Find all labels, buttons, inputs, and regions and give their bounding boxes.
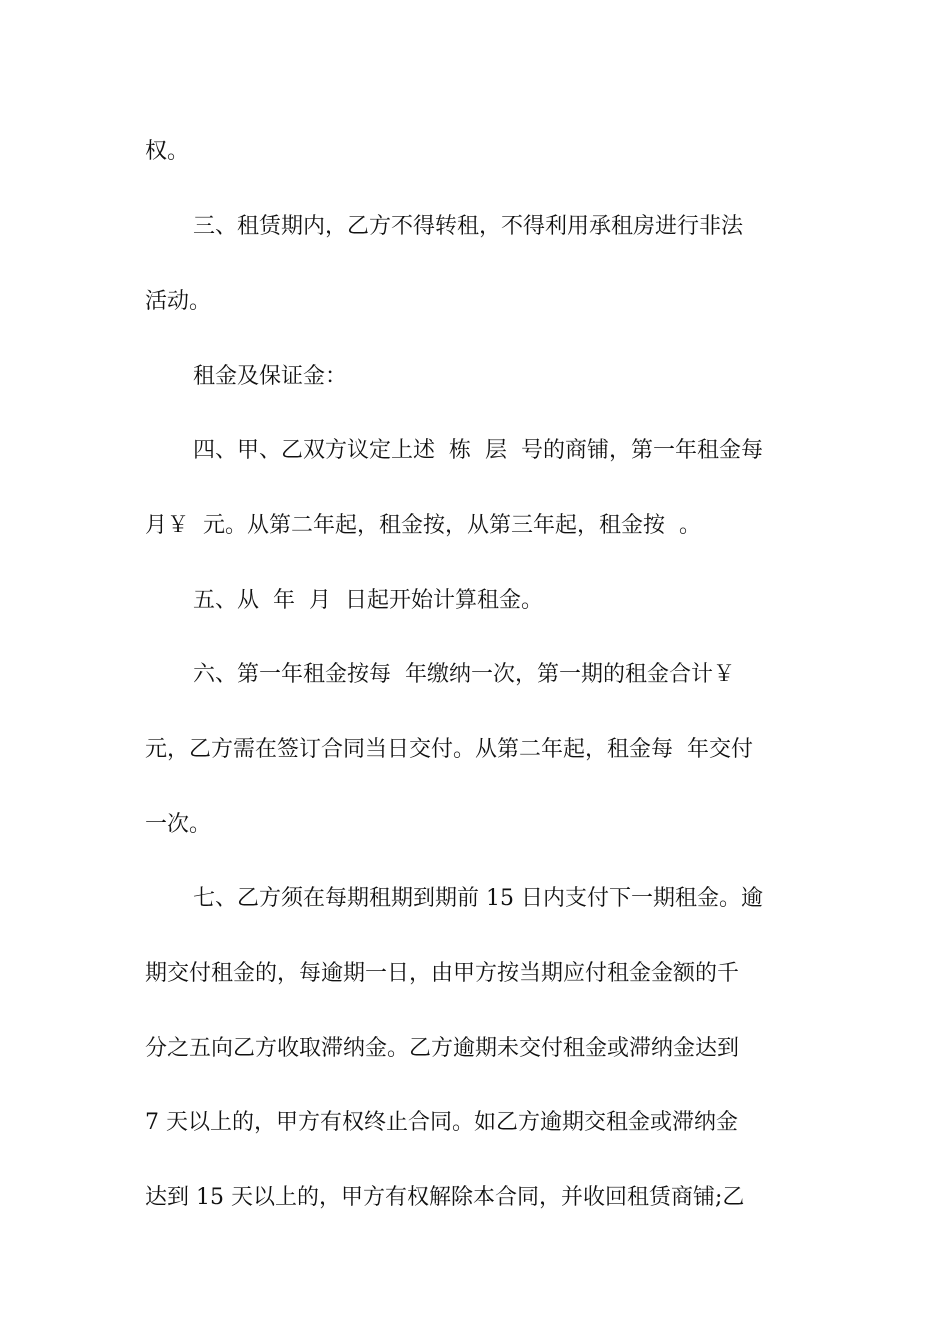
text-line: 活动。: [145, 289, 212, 314]
text-line: 元，乙方需在签订合同当日交付。从第二年起，租金每 年交付: [145, 737, 753, 762]
text-line: 月￥ 元。从第二年起，租金按，从第三年起，租金按 。: [145, 513, 701, 538]
text-line: 权。: [145, 139, 190, 164]
text-line: 三、租赁期内，乙方不得转租，不得利用承租房进行非法: [193, 214, 744, 239]
section-heading: 租金及保证金：: [193, 364, 348, 389]
text-line: 六、第一年租金按每 年缴纳一次，第一期的租金合计￥: [193, 662, 735, 687]
text-line: 7 天以上的，甲方有权终止合同。如乙方逾期交租金或滞纳金: [145, 1110, 738, 1135]
text-line: 分之五向乙方收取滞纳金。乙方逾期未交付租金或滞纳金达到: [145, 1036, 740, 1061]
text-line: 五、从 年 月 日起开始计算租金。: [193, 588, 543, 613]
text-line: 四、甲、乙双方议定上述 栋 层 号的商铺，第一年租金每: [193, 438, 763, 463]
text-line: 达到 15 天以上的，甲方有权解除本合同，并收回租赁商铺;乙: [145, 1185, 745, 1210]
text-line: 七、乙方须在每期租期到期前 15 日内支付下一期租金。逾: [193, 886, 763, 911]
text-line: 期交付租金的，每逾期一日，由甲方按当期应付租金金额的千: [145, 961, 740, 986]
text-line: 一次。: [145, 812, 212, 837]
